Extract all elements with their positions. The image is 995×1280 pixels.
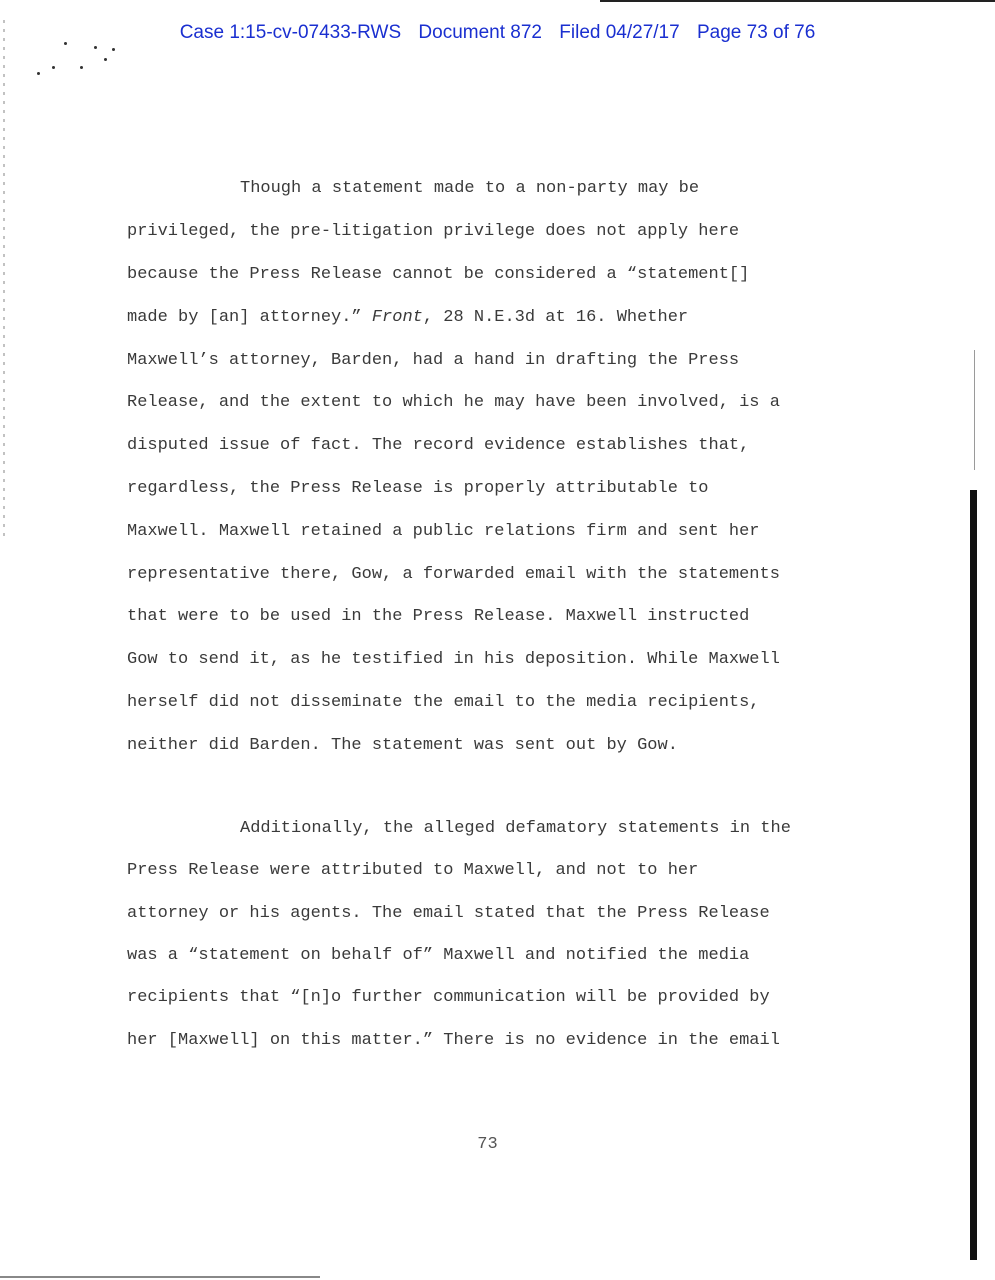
text-line: representative there, Gow, a forwarded email with the statements	[127, 565, 780, 584]
text-segment: made by [an] attorney.” Front, 28 N.E.3d at 16. Whether	[127, 308, 689, 327]
text-line: herself did not disseminate the email to the media recipients,	[127, 693, 760, 712]
scan-speck	[80, 66, 83, 69]
filed-date: Filed 04/27/17	[559, 22, 680, 43]
text-line: regardless, the Press Release is properly attributable to	[127, 479, 709, 498]
page-number: 73	[477, 1135, 498, 1154]
text-line: neither did Barden. The statement was sent out by Gow.	[127, 736, 678, 755]
text-line: Gow to send it, as he testified in his deposition. While Maxwell	[127, 650, 780, 669]
text-line: because the Press Release cannot be considered a “statement[]	[127, 265, 750, 284]
text-line: Maxwell’s attorney, Barden, had a hand in drafting the Press	[127, 351, 740, 370]
text-line: Release, and the extent to which he may have been involved, is a	[127, 393, 780, 412]
text-line: privileged, the pre-litigation privilege does not apply here	[127, 222, 740, 241]
text-line	[127, 307, 688, 329]
case-number: Case 1:15-cv-07433-RWS	[179, 22, 402, 43]
text-line: Maxwell. Maxwell retained a public relations firm and sent her	[127, 522, 760, 541]
scan-artifact-top-edge	[600, 0, 995, 2]
scan-speck	[52, 66, 55, 69]
case-citation-italic: Front	[371, 308, 423, 327]
text-line: Additionally, the alleged defamatory statements in the	[240, 819, 791, 838]
scan-speck	[112, 48, 115, 51]
text-line: Though a statement made to a non-party may be	[240, 179, 700, 198]
page-count: Page 73 of 76	[696, 22, 816, 43]
scan-speck	[37, 72, 40, 75]
scan-artifact-left-edge	[3, 20, 5, 540]
text-line: disputed issue of fact. The record evidence establishes that,	[127, 436, 750, 455]
document-number: Document 872	[418, 22, 542, 43]
scan-speck	[94, 46, 97, 49]
scan-speck	[104, 58, 107, 61]
scan-artifact-right-line	[974, 350, 975, 470]
text-line: was a “statement on behalf of” Maxwell and notified the media	[127, 946, 750, 965]
text-line: Press Release were attributed to Maxwell, and not to her	[127, 861, 699, 880]
scan-artifact-bottom-edge	[0, 1276, 320, 1278]
text-line: her [Maxwell] on this matter.” There is no evidence in the email	[127, 1031, 780, 1050]
text-line: recipients that “[n]o further communication will be provided by	[127, 988, 770, 1007]
text-line: that were to be used in the Press Release. Maxwell instructed	[127, 607, 750, 626]
text-line: attorney or his agents. The email stated that the Press Release	[127, 904, 770, 923]
case-header	[0, 22, 995, 44]
